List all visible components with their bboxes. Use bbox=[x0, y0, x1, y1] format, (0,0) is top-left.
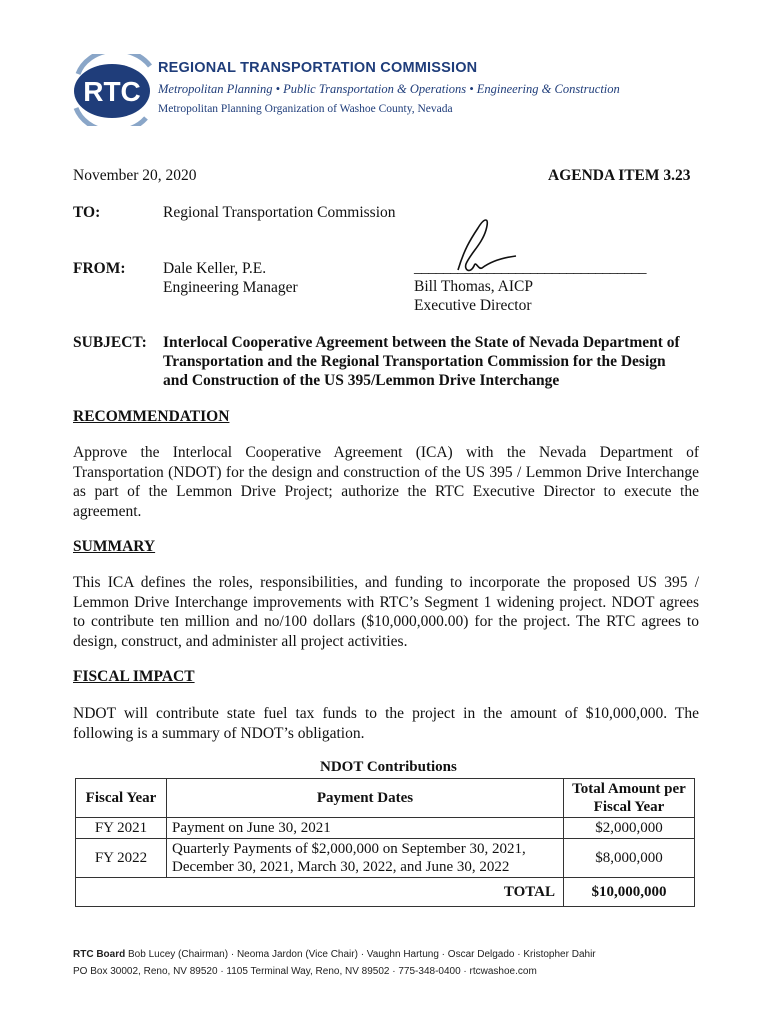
signature-line: ________________________________ bbox=[414, 259, 646, 276]
subject-label: SUBJECT: bbox=[73, 334, 147, 351]
memo-date: November 20, 2020 bbox=[73, 167, 197, 184]
fiscal-impact-heading: FISCAL IMPACT bbox=[73, 668, 195, 685]
total-value: $10,000,000 bbox=[564, 878, 695, 907]
table-row bbox=[76, 839, 695, 878]
logo-text: RTC bbox=[83, 76, 141, 107]
ndot-contributions-table bbox=[75, 778, 695, 907]
footer-board bbox=[73, 949, 596, 960]
org-name: REGIONAL TRANSPORTATION COMMISSION bbox=[158, 60, 478, 76]
subject-line-2: Transportation and the Regional Transportation Commission for the Design bbox=[163, 353, 666, 370]
footer-address: PO Box 30002, Reno, NV 89520 · 1105 Terminal Way, Reno, NV 89502 · 775-348-0400 · rtcwashoe.com bbox=[73, 966, 537, 977]
table-title: NDOT Contributions bbox=[320, 759, 457, 775]
agenda-item: AGENDA ITEM 3.23 bbox=[548, 167, 691, 184]
from-name: Dale Keller, P.E. bbox=[163, 260, 267, 277]
rtc-logo bbox=[66, 54, 158, 126]
total-label: TOTAL bbox=[76, 878, 564, 907]
org-mpo-line: Metropolitan Planning Organization of Washoe County, Nevada bbox=[158, 103, 453, 115]
row-payment-dates: Quarterly Payments of $2,000,000 on September 30, 2021, December 30, 2021, March 30, 2022, and June 30, 2022 bbox=[167, 839, 564, 878]
from-title: Engineering Manager bbox=[163, 279, 298, 296]
summary-text: This ICA defines the roles, responsibilities, and funding to incorporate the proposed US 395 / Lemmon Drive Interchange improvements with RTC’s Segment 1 widening project. NDOT agrees to contribute ten million and no/100 dollars ($10,000,000.00) for the project. The RTC agrees to design, construct, and administer all project activities. bbox=[73, 574, 699, 650]
recommendation-text: Approve the Interlocal Cooperative Agreement (ICA) with the Nevada Department of Transportation (NDOT) for the design and construction of the US 395 / Lemmon Drive Interchange as part of the Lemmon Drive Project; authorize the RTC Executive Director to execute the agreement. bbox=[73, 444, 699, 520]
footer-board-members: Bob Lucey (Chairman) · Neoma Jardon (Vice Chair) · Vaughn Hartung · Oscar Delgado · Kristopher Dahir bbox=[128, 949, 596, 960]
subject-line-3: and Construction of the US 395/Lemmon Drive Interchange bbox=[163, 372, 560, 389]
row-amount: $8,000,000 bbox=[564, 839, 695, 878]
to-value: Regional Transportation Commission bbox=[163, 204, 396, 221]
row-amount: $2,000,000 bbox=[564, 818, 695, 839]
fiscal-impact-text: NDOT will contribute state fuel tax funds to the project in the amount of $10,000,000. The following is a summary of NDOT’s obligation. bbox=[73, 705, 699, 742]
row-payment-dates: Payment on June 30, 2021 bbox=[167, 818, 564, 839]
approver-title: Executive Director bbox=[414, 297, 532, 314]
row-fiscal-year: FY 2021 bbox=[76, 818, 167, 839]
summary-heading: SUMMARY bbox=[73, 538, 156, 555]
header-total-amount: Total Amount per Fiscal Year bbox=[564, 779, 695, 818]
to-label: TO: bbox=[73, 204, 101, 221]
from-label: FROM: bbox=[73, 260, 126, 277]
header-payment-dates: Payment Dates bbox=[167, 779, 564, 818]
table-header-row bbox=[76, 779, 695, 818]
approver-name: Bill Thomas, AICP bbox=[414, 278, 533, 295]
table-total-row bbox=[76, 878, 695, 907]
org-divisions: Metropolitan Planning • Public Transportation & Operations • Engineering & Construction bbox=[158, 82, 620, 96]
table-row bbox=[76, 818, 695, 839]
row-fiscal-year: FY 2022 bbox=[76, 839, 167, 878]
footer-board-label: RTC Board bbox=[73, 949, 126, 960]
header-fiscal-year: Fiscal Year bbox=[76, 779, 167, 818]
recommendation-heading: RECOMMENDATION bbox=[73, 408, 230, 425]
subject-line-1: Interlocal Cooperative Agreement between the State of Nevada Department of bbox=[163, 334, 680, 351]
